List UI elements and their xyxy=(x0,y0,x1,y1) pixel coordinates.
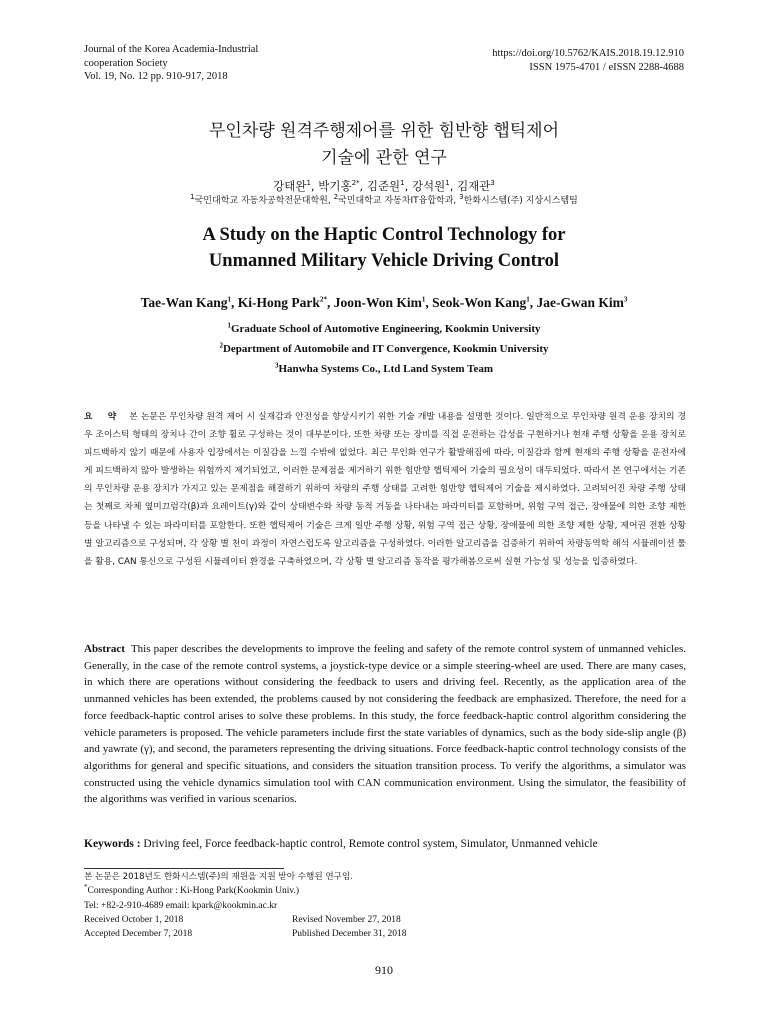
english-title-line-2: Unmanned Military Vehicle Driving Control xyxy=(208,251,560,271)
affiliation: $^2$Department of Automobile and IT Convergence, Kookmin University xyxy=(219,341,549,355)
keywords xyxy=(84,836,686,852)
korean-affiliations: $^1$국민대학교 자동차공학전문대학원, $^2$국민대학교 자동차IT융합학과, $^3$한화시스템(주) 지상시스템팀 xyxy=(190,193,578,206)
funding-note: 본 논문은 2018년도 한화시스템(주)의 재원을 지원 받아 수행된 연구임. xyxy=(84,872,354,882)
journal-citation xyxy=(84,43,258,84)
author: 강석원 xyxy=(411,179,446,193)
keywords-text: Driving feel, Force feedback-haptic control, Remote control system, Simulator, Unmanned vehicle xyxy=(143,838,598,850)
issn: ISSN 1975-4701 / eISSN 2288-4688 xyxy=(529,61,684,73)
footnote xyxy=(84,870,686,941)
author: Seok-Won Kang xyxy=(432,295,527,310)
author: Joon-Won Kim xyxy=(333,295,422,310)
korean-authors: 강태완$^1$, 박기홍$^{2*}$, 김준원$^1$, 강석원$^1$, 김재관$^3$ xyxy=(273,179,495,193)
abstract-text: This paper describes the developments to improve the feeling and safety of the remote control system of unmanned vehicles. Generally, in the case of the remote control systems, a joystick-type device or a simple steering-wheel are used. There are many cases, in which there are operations without considering the feedback to users and driving feel. Recently, as the application area of the unmanned vehicles has been extended, the problems caused by not considering the feedback are emphasized. Therefore, the need for a force feedback-haptic control arises to solve these problems. In this study, the force feedback-haptic control algorithm considering the vehicle parameters is proposed. The vehicle parameters include first the state variables of dynamics, such as the body side-slip angle (β) and yawrate (γ), and second, the parameters representing the driving situations. Force feedback-haptic control technology consists of the algorithms for general and specific situations, and considers the situation transition process. To verify the algorithms, a simulator was constructed using the vehicle dynamics simulation tool with CAN communication environment. Using the simulator, the feasibility of the algorithms was verified in various scenarios. xyxy=(84,643,686,806)
dates-row-1 xyxy=(84,913,686,927)
author: 김준원 xyxy=(366,179,401,193)
affiliation: $^3$Hanwha Systems Co., Ltd Land System Team xyxy=(274,361,494,375)
korean-abstract-label: 요 약 xyxy=(84,412,123,422)
english-affiliations xyxy=(0,319,768,379)
contact-info: Tel: +82-2-910-4689 email: kpark@kookmin.ac.kr xyxy=(84,900,278,911)
corresponding-author: *Corresponding Author : Ki-Hong Park(Kookmin Univ.) xyxy=(84,883,300,897)
korean-title xyxy=(0,118,768,172)
korean-abstract xyxy=(84,408,686,571)
affiliation: 국민대학교 자동차공학전문대학원, xyxy=(194,196,334,206)
journal-volume: Vol. 19, No. 12 pp. 910-917, 2018 xyxy=(84,71,228,82)
journal-name-line-2: cooperation Society xyxy=(84,57,168,69)
revised-date: Revised November 27, 2018 xyxy=(292,914,401,925)
affiliation: 한화시스템(주) 지상시스템팀 xyxy=(463,196,578,206)
accepted-date: Accepted December 7, 2018 xyxy=(84,929,193,940)
affiliation: $^1$Graduate School of Automotive Engineering, Kookmin University xyxy=(227,321,541,335)
english-authors: Tae-Wan Kang$^1$, Ki-Hong Park$^{2*}$, Joon-Won Kim$^1$, Seok-Won Kang$^1$, Jae-Gwan Kim$^3$ xyxy=(140,295,628,310)
doi-link[interactable]: https://doi.org/10.5762/KAIS.2018.19.12.910 xyxy=(492,48,684,59)
korean-title-line-2: 기술에 관한 연구 xyxy=(321,148,447,168)
english-abstract xyxy=(84,641,686,808)
footnote-divider xyxy=(84,868,284,869)
dates-row-2 xyxy=(84,927,686,941)
author: Ki-Hong Park xyxy=(237,295,320,310)
korean-title-line-1: 무인차량 원격주행제어를 위한 힘반향 햅틱제어 xyxy=(208,121,560,141)
author: 박기홍 xyxy=(318,179,352,193)
published-date: Published December 31, 2018 xyxy=(292,929,407,940)
english-title xyxy=(0,222,768,274)
author: Tae-Wan Kang xyxy=(140,295,228,310)
english-title-line-1: A Study on the Haptic Control Technology for xyxy=(202,225,566,245)
affiliation: 국민대학교 자동차IT융합학과, xyxy=(338,196,460,206)
doi-block xyxy=(492,47,684,74)
author: Jae-Gwan Kim xyxy=(536,295,624,310)
page-number: 910 xyxy=(375,963,393,977)
journal-name-line-1: Journal of the Korea Academia-Industrial xyxy=(84,44,259,55)
author: 강태완 xyxy=(273,179,307,193)
abstract-label: Abstract xyxy=(84,643,125,655)
keywords-label: Keywords : xyxy=(84,838,141,850)
korean-abstract-text: 본 논문은 무인차량 원격 제어 시 실재감과 안전성을 향상시키기 위한 기술 개발 내용을 설명한 것이다. 일반적으로 무인차량 원격 운용 장치의 경우 조이스틱 형태의 장치나 간이 조향 휠로 구성하는 것이 대부분이다. 또한 차량 또는 장비를 직접 운전하는 감성을 구현하거나 현재 주행 상황을 운용 장치로 피드백하지 않기 때문에 사용자 입장에서는 이질감을 느낄 수밖에 없었다. 최근 무인화 연구가 활발해짐에 따라, 이질감과 함께 현재의 주행 상황을 운전자에게 피드백하지 않아 발생하는 위험까지 제기되었고, 이러한 문제점을 제거하기 위한 힘반향 햅틱제어 기술의 필요성이 대두되었다. 따라서 본 연구에서는 기존의 무인차량 운용 장치가 가지고 있는 문제점을 해결하기 위하여 차량의 주행 상태를 고려한 힘반향 햅틱제어 기술을 제시하였다. 고려되어진 차량 주행 상태는 첫째로 차체 옆미끄럼각(β)과 요레이트(γ)와 같이 상태변수와 차량 동적 거동을 나타내는 파라미터를 포함하며, 위험 구역 접근, 장애물에 의한 조향 제한 등을 나타낼 수 있는 파라미터를 포함한다. 또한 햅틱제어 기술은 크게 일반 주행 상황, 위험 구역 접근 상황, 장애물에 의한 조향 제한 상황, 제어권 전환 상황 별 알고리즘으로 구성되며, 각 상황 별 천이 과정이 자연스럽도록 알고리즘을 구성하였다. 이러한 알고리즘을 검증하기 위하여 차량동역학 해석 시뮬레이션 툴을 활용, CAN 통신으로 구성된 시뮬레이터 환경을 구축하였으며, 각 상황 별 알고리즘 동작을 평가해봄으로써 실현 가능성 및 성능을 입증하였다. xyxy=(84,412,686,567)
received-date: Received October 1, 2018 xyxy=(84,914,184,925)
author: 김재관 xyxy=(457,179,491,193)
